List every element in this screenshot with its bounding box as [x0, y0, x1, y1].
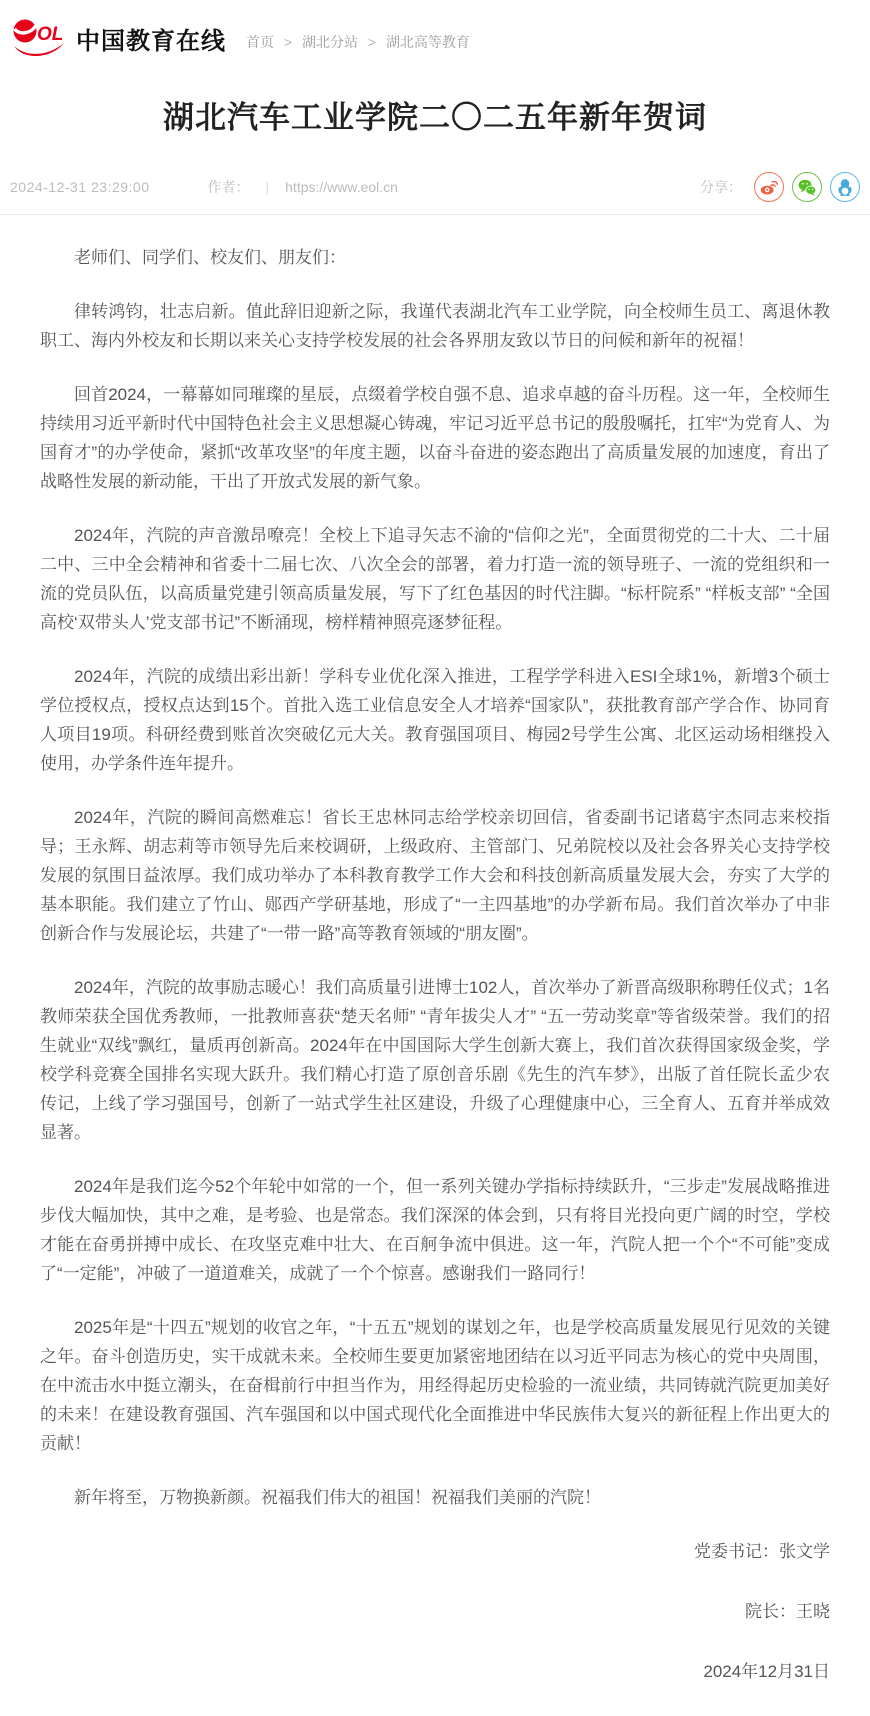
- meta-separator: |: [265, 179, 270, 195]
- signature-party-secretary: 党委书记：张文学: [694, 1542, 830, 1561]
- paragraph: 律转鸿钧，壮志启新。值此辞旧迎新之际，我谨代表湖北汽车工业学院，向全校师生员工、离退休教职工、海内外校友和长期以来关心支持学校发展的社会各界朋友致以节日的问候和新年的祝福！: [40, 302, 830, 350]
- qq-icon: [836, 178, 854, 196]
- breadcrumb-separator: >: [367, 34, 377, 50]
- breadcrumb-hubei-branch[interactable]: 湖北分站: [301, 34, 358, 50]
- author-label: 作者：: [207, 179, 250, 195]
- site-name: 中国教育在线: [76, 27, 226, 55]
- breadcrumb-home[interactable]: 首页: [246, 34, 274, 50]
- share-weibo-button[interactable]: [754, 172, 784, 202]
- signature-president: 院长：王晓: [745, 1602, 830, 1621]
- weibo-icon: [760, 178, 778, 196]
- logo-letters: OL: [37, 24, 64, 45]
- wechat-icon: [798, 178, 816, 196]
- paragraph: 2025年是“十四五”规划的收官之年，“十五五”规划的谋划之年，也是学校高质量发展见行见效的关键之年。奋斗创造历史，实干成就未来。全校师生要更加紧密地团结在以习近平同志为核心的党中央周围，在中流击水中挺立潮头，在奋楫前行中担当作为，用经得起历史检验的一流业绩，共同铸就汽院更加美好的未来！在建设教育强国、汽车强国和以中国式现代化全面推进中华民族伟大复兴的新征程上作出更大的贡献！: [40, 1318, 830, 1453]
- eol-logo-icon: [12, 16, 66, 60]
- paragraph-closing: 新年将至，万物换新颜。祝福我们伟大的祖国！祝福我们美丽的汽院！: [74, 1488, 601, 1507]
- paragraph: 回首2024，一幕幕如同璀璨的星辰，点缀着学校自强不息、追求卓越的奋斗历程。这一年，全校师生持续用习近平新时代中国特色社会主义思想凝心铸魂，牢记习近平总书记的殷殷嘱托，扛牢“为党育人、为国育才”的办学使命，紧抓“改革攻坚”的年度主题，以奋斗奋进的姿态跑出了高质量发展的加速度，育出了战略性发展的新动能，干出了开放式发展的新气象。: [40, 385, 830, 491]
- signature-date: 2024年12月31日: [703, 1662, 830, 1681]
- breadcrumb-separator: >: [283, 34, 293, 50]
- paragraph: 2024年，汽院的瞬间高燃难忘！省长王忠林同志给学校亲切回信，省委副书记诸葛宇杰同志来校指导；王永辉、胡志莉等市领导先后来校调研，上级政府、主管部门、兄弟院校以及社会各界关心支持学校发展的氛围日益浓厚。我们成功举办了本科教育教学工作大会和科技创新高质量发展大会，夯实了大学的基本职能。我们建立了竹山、郧西产学研基地，形成了“一主四基地”的办学新布局。我们首次举办了中非创新合作与发展论坛，共建了“一带一路”高等教育领域的“朋友圈”。: [40, 808, 830, 943]
- site-logo[interactable]: [12, 16, 226, 60]
- source-url-link[interactable]: https://www.eol.cn: [285, 179, 398, 195]
- paragraph: 2024年是我们迄今52个年轮中如常的一个，但一系列关键办学指标持续跃升，“三步走”发展战略推进步伐大幅加快，其中之难，是考验、也是常态。我们深深的体会到，只有将目光投向更广阔的时空，学校才能在奋勇拼搏中成长、在攻坚克难中壮大、在百舸争流中俱进。这一年，汽院人把一个个“不可能”变成了“一定能”，冲破了一道道难关，成就了一个个惊喜。感谢我们一路同行！: [40, 1177, 830, 1283]
- article-meta-bar: [0, 172, 870, 215]
- paragraph: 2024年，汽院的故事励志暖心！我们高质量引进博士102人，首次举办了新晋高级职称聘任仪式；1名教师荣获全国优秀教师，一批教师喜获“楚天名师” “青年拔尖人才” “五一劳动奖章”等省级荣誉。我们的招生就业“双线”飘红，量质再创新高。2024年在中国国际大学生创新大赛上，我们首次获得国家级金奖，学校学科竞赛全国排名实现大跃升。我们精心打造了原创音乐剧《先生的汽车梦》，出版了首任院长孟少农传记，上线了学习强国号，创新了一站式学生社区建设，升级了心理健康中心，三全育人、五育并举成效显著。: [40, 978, 830, 1142]
- paragraph: 2024年，汽院的成绩出彩出新！学科专业优化深入推进，工程学学科进入ESI全球1%，新增3个硕士学位授权点，授权点达到15个。首批入选工业信息安全人才培养“国家队”，获批教育部产学合作、协同育人项目19项。科研经费到账首次突破亿元大关。教育强国项目、梅园2号学生公寓、北区运动场相继投入使用，办学条件连年提升。: [40, 667, 830, 773]
- paragraph: 2024年，汽院的声音激昂嘹亮！全校上下追寻矢志不渝的“信仰之光”，全面贯彻党的二十大、二十届二中、三中全会精神和省委十二届七次、八次全会的部署，着力打造一流的领导班子、一流的党组织和一流的党员队伍，以高质量党建引领高质量发展，写下了红色基因的时代注脚。“标杆院系” “样板支部” “全国高校‘双带头人’党支部书记”不断涌现，榜样精神照亮逐梦征程。: [40, 526, 830, 632]
- breadcrumb: [246, 32, 470, 52]
- publish-datetime: 2024-12-31 23:29:00: [10, 179, 150, 195]
- share-label: 分享：: [700, 179, 742, 195]
- share-bar: [700, 172, 860, 202]
- breadcrumb-hubei-higher-ed[interactable]: 湖北高等教育: [385, 34, 470, 50]
- share-qq-button[interactable]: [830, 172, 860, 202]
- paragraph-salutation: 老师们、同学们、校友们、朋友们：: [74, 248, 346, 267]
- article-body: [0, 215, 870, 1716]
- share-wechat-button[interactable]: [792, 172, 822, 202]
- site-header: [0, 0, 870, 64]
- page-title: 湖北汽车工业学院二〇二五年新年贺词: [163, 100, 707, 135]
